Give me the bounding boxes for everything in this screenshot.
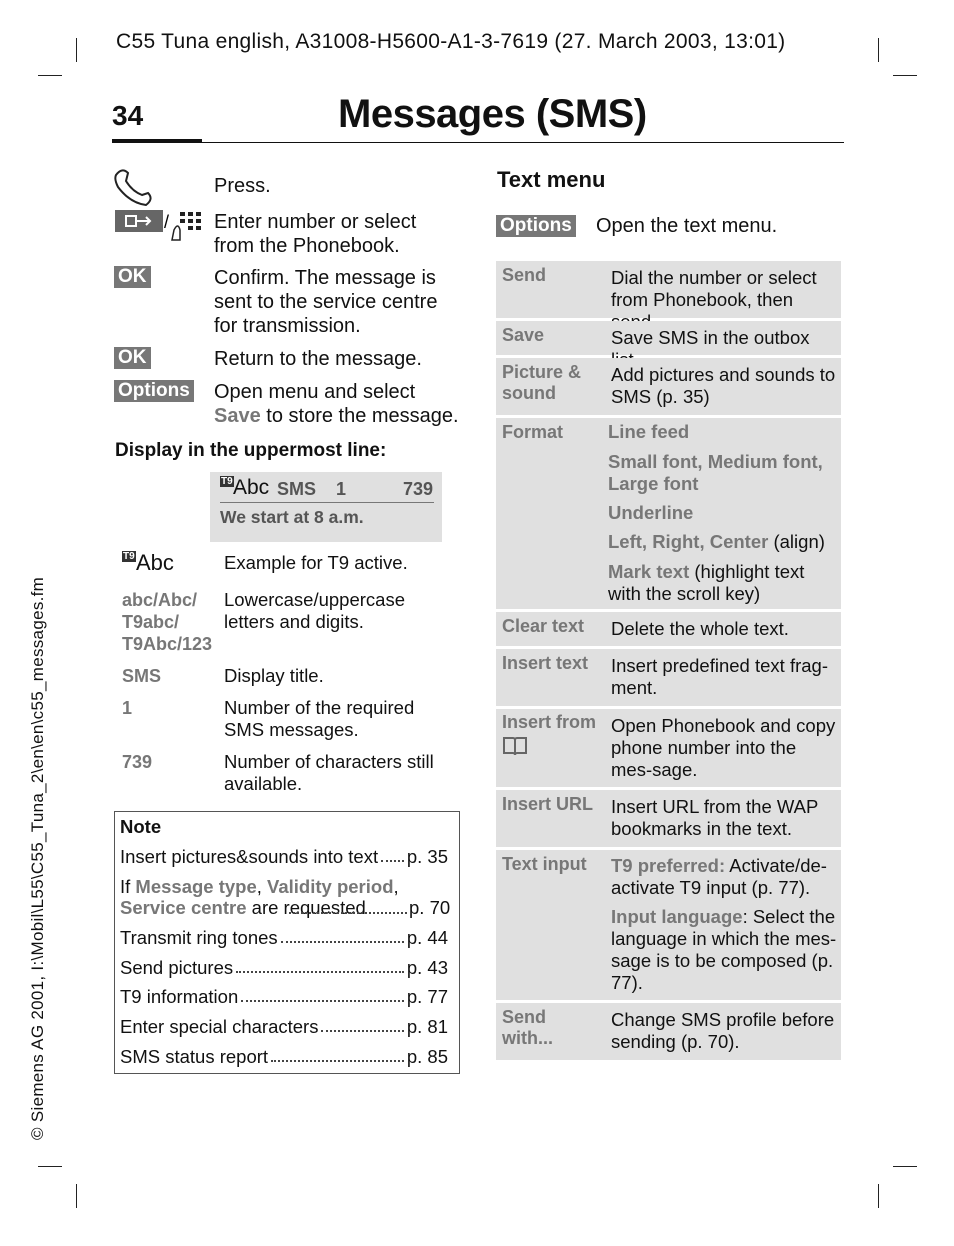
menu-label: Insert text [502,653,589,673]
menu-desc: Delete the whole text. [611,618,789,639]
menu-row-picture-sound [496,358,841,415]
t9-preferred-desc: Activate/de-activate T9 input (p. 77). [611,855,827,898]
leader-dots [271,1046,404,1062]
menu-desc: Add pictures and sounds to SMS (p. 35) [611,364,836,407]
input-language-desc: : Select the language in which the mes-sage is to be composed (p. 77). [611,906,837,993]
menu-label: Insert URL [502,794,594,814]
menu-row-clear-text [496,612,841,646]
note-row-page: p. 44 [406,927,448,948]
note-row-text: are requested [246,897,366,918]
side-file-path: © Siemens AG 2001, I:\Mobil\L55\C55_Tuna_2\en\en\c55_messages.fm [28,576,47,1140]
menu-row-format [496,418,841,609]
menu-desc: Save SMS in the outbox [611,327,810,348]
note-row-page: p. 35 [406,846,448,867]
menu-label: Send [502,265,547,285]
leader-dots [281,927,404,943]
screen-divider [220,502,434,503]
title-rule [112,142,844,143]
menu-desc: Open Phonebook and copy phone number into the mes-sage. [611,715,836,780]
options-key-label: Options [114,380,194,402]
save-menu-term: Save [214,405,261,427]
legend-desc: Number of characters still available. [224,751,434,794]
send-key-icon [112,165,154,212]
note-row-text: If [120,876,136,897]
note-row [120,1046,448,1067]
t9-preferred-option: T9 preferred: [611,855,726,876]
screen-title: SMS [277,479,317,499]
legend-desc: Example for T9 active. [224,552,408,573]
leader-dots [236,957,404,973]
crop-mark [38,1166,62,1167]
note-row [120,986,448,1007]
screen-message-line: We start at 8 a.m. [220,507,364,527]
options-key-label: Options [496,215,576,237]
legend-desc: Lowercase/uppercase letters and digits. [224,589,405,632]
message-type-term: Message type [135,876,257,897]
screen-sms-count: 1 [336,479,347,499]
ok-key-label: OK [114,347,151,369]
leader-dots [321,1016,403,1032]
menu-row-insert-url [496,790,841,847]
menu-desc: Change SMS profile before sending (p. 70). [611,1009,835,1052]
note-row-text: T9 information [120,986,239,1007]
crop-mark [76,1184,77,1208]
note-row [120,1016,448,1037]
menu-row-send [496,261,841,318]
note-row-text: Insert pictures&sounds into text [120,846,379,867]
note-row-text: Enter special characters [120,1016,319,1037]
crop-mark [38,75,62,76]
page-number: 34 [112,100,144,131]
leader-dots [381,846,404,862]
running-header: C55 Tuna english, A31008-H5600-A1-3-7619 (27. March 2003, 13:01) [116,30,786,53]
step-options-text-end: to store the message. [266,405,459,427]
ok-softkey [114,266,151,288]
phonebook-keys-icon [114,208,204,249]
legend-desc: Number of the required SMS messages. [224,697,415,740]
note-row [120,927,448,948]
ok-softkey [114,347,151,369]
note-row-text: , [393,876,399,897]
legend-term: SMS [122,666,162,686]
menu-desc: Insert URL from the WAP bookmarks in the text. [611,796,818,839]
note-row-text: SMS status report [120,1046,269,1067]
service-centre-term: Service centre [120,897,247,918]
crop-mark [893,1166,917,1167]
display-screen [210,472,442,542]
mark-text-option: Mark text [608,561,690,582]
note-heading: Note [120,816,162,837]
crop-mark [76,38,77,62]
menu-desc: Insert predefined text frag-ment. [611,655,828,698]
leader-dots [241,986,404,1002]
note-row [120,957,448,978]
step-confirm: Confirm. The message is sent to the service centre for transmission. [214,267,438,337]
crop-mark [893,75,917,76]
abc-indicator: Abc [136,550,174,575]
note-row [120,846,448,867]
leader-dots [289,912,407,914]
validity-period-term: Validity period [267,876,394,897]
menu-row-send-with [496,1003,841,1060]
step-options-text: Open menu and select [214,381,416,403]
menu-label: Picture & sound [502,362,582,403]
display-heading: Display in the uppermost line: [115,440,387,461]
legend-desc: Display title. [224,665,324,686]
crop-mark [878,38,879,62]
step-options [214,380,464,428]
note-row-page: p. 70 [409,897,451,918]
text-menu-heading: Text menu [497,167,606,192]
legend-term: 739 [122,752,153,772]
options-softkey [496,215,576,237]
abc-indicator: Abc [233,476,270,499]
screen-char-count: 739 [403,479,434,499]
menu-row-insert-text [496,649,841,706]
menu-label: Save [502,325,545,345]
options-desc: Open the text menu. [596,215,778,237]
menu-row-text-input [496,850,841,1000]
menu-row-save [496,321,841,355]
options-softkey [114,380,194,402]
ok-key-label: OK [114,266,151,288]
step-return: Return to the message. [214,348,422,370]
phonebook-icon [502,735,528,762]
note-row-page: p. 85 [406,1046,448,1067]
note-row-text: Transmit ring tones [120,927,278,948]
note-row-text: , [256,876,268,897]
menu-label: Format [502,422,564,442]
input-language-option: Input language [611,906,743,927]
step-press: Press. [214,175,271,197]
font-size-option: Small font, Medium font, Large font [608,451,823,494]
mark-text-note: (highlight text with the scroll key) [608,561,805,604]
menu-label: Send with... [502,1007,553,1048]
legend-term: 1 [122,698,133,718]
menu-label: Insert from [502,712,597,732]
svg-text:/: / [164,212,170,232]
note-row-page: p. 81 [406,1016,448,1037]
note-row-page: p. 77 [406,986,448,1007]
t9-badge: T9 [123,551,135,562]
line-feed-option: Line feed [608,421,690,442]
note-row-text: Send pictures [120,957,234,978]
align-option: Left, Right, Center [608,531,769,552]
underline-option: Underline [608,502,694,523]
menu-label: Text input [502,854,587,874]
menu-row-insert-from [496,709,841,787]
note-row-page: p. 43 [406,957,448,978]
t9-badge: T9 [221,476,233,487]
page-title: Messages (SMS) [338,92,647,136]
menu-desc: Dial the number or select from Phonebook, then [611,267,817,310]
step-enter-number: Enter number or select from the Phonebook. [214,211,417,257]
align-option-note: (align) [768,531,825,552]
crop-mark [878,1184,879,1208]
menu-label: Clear text [502,616,585,636]
legend-term: abc/Abc/ T9abc/ T9Abc/123 [122,590,213,654]
